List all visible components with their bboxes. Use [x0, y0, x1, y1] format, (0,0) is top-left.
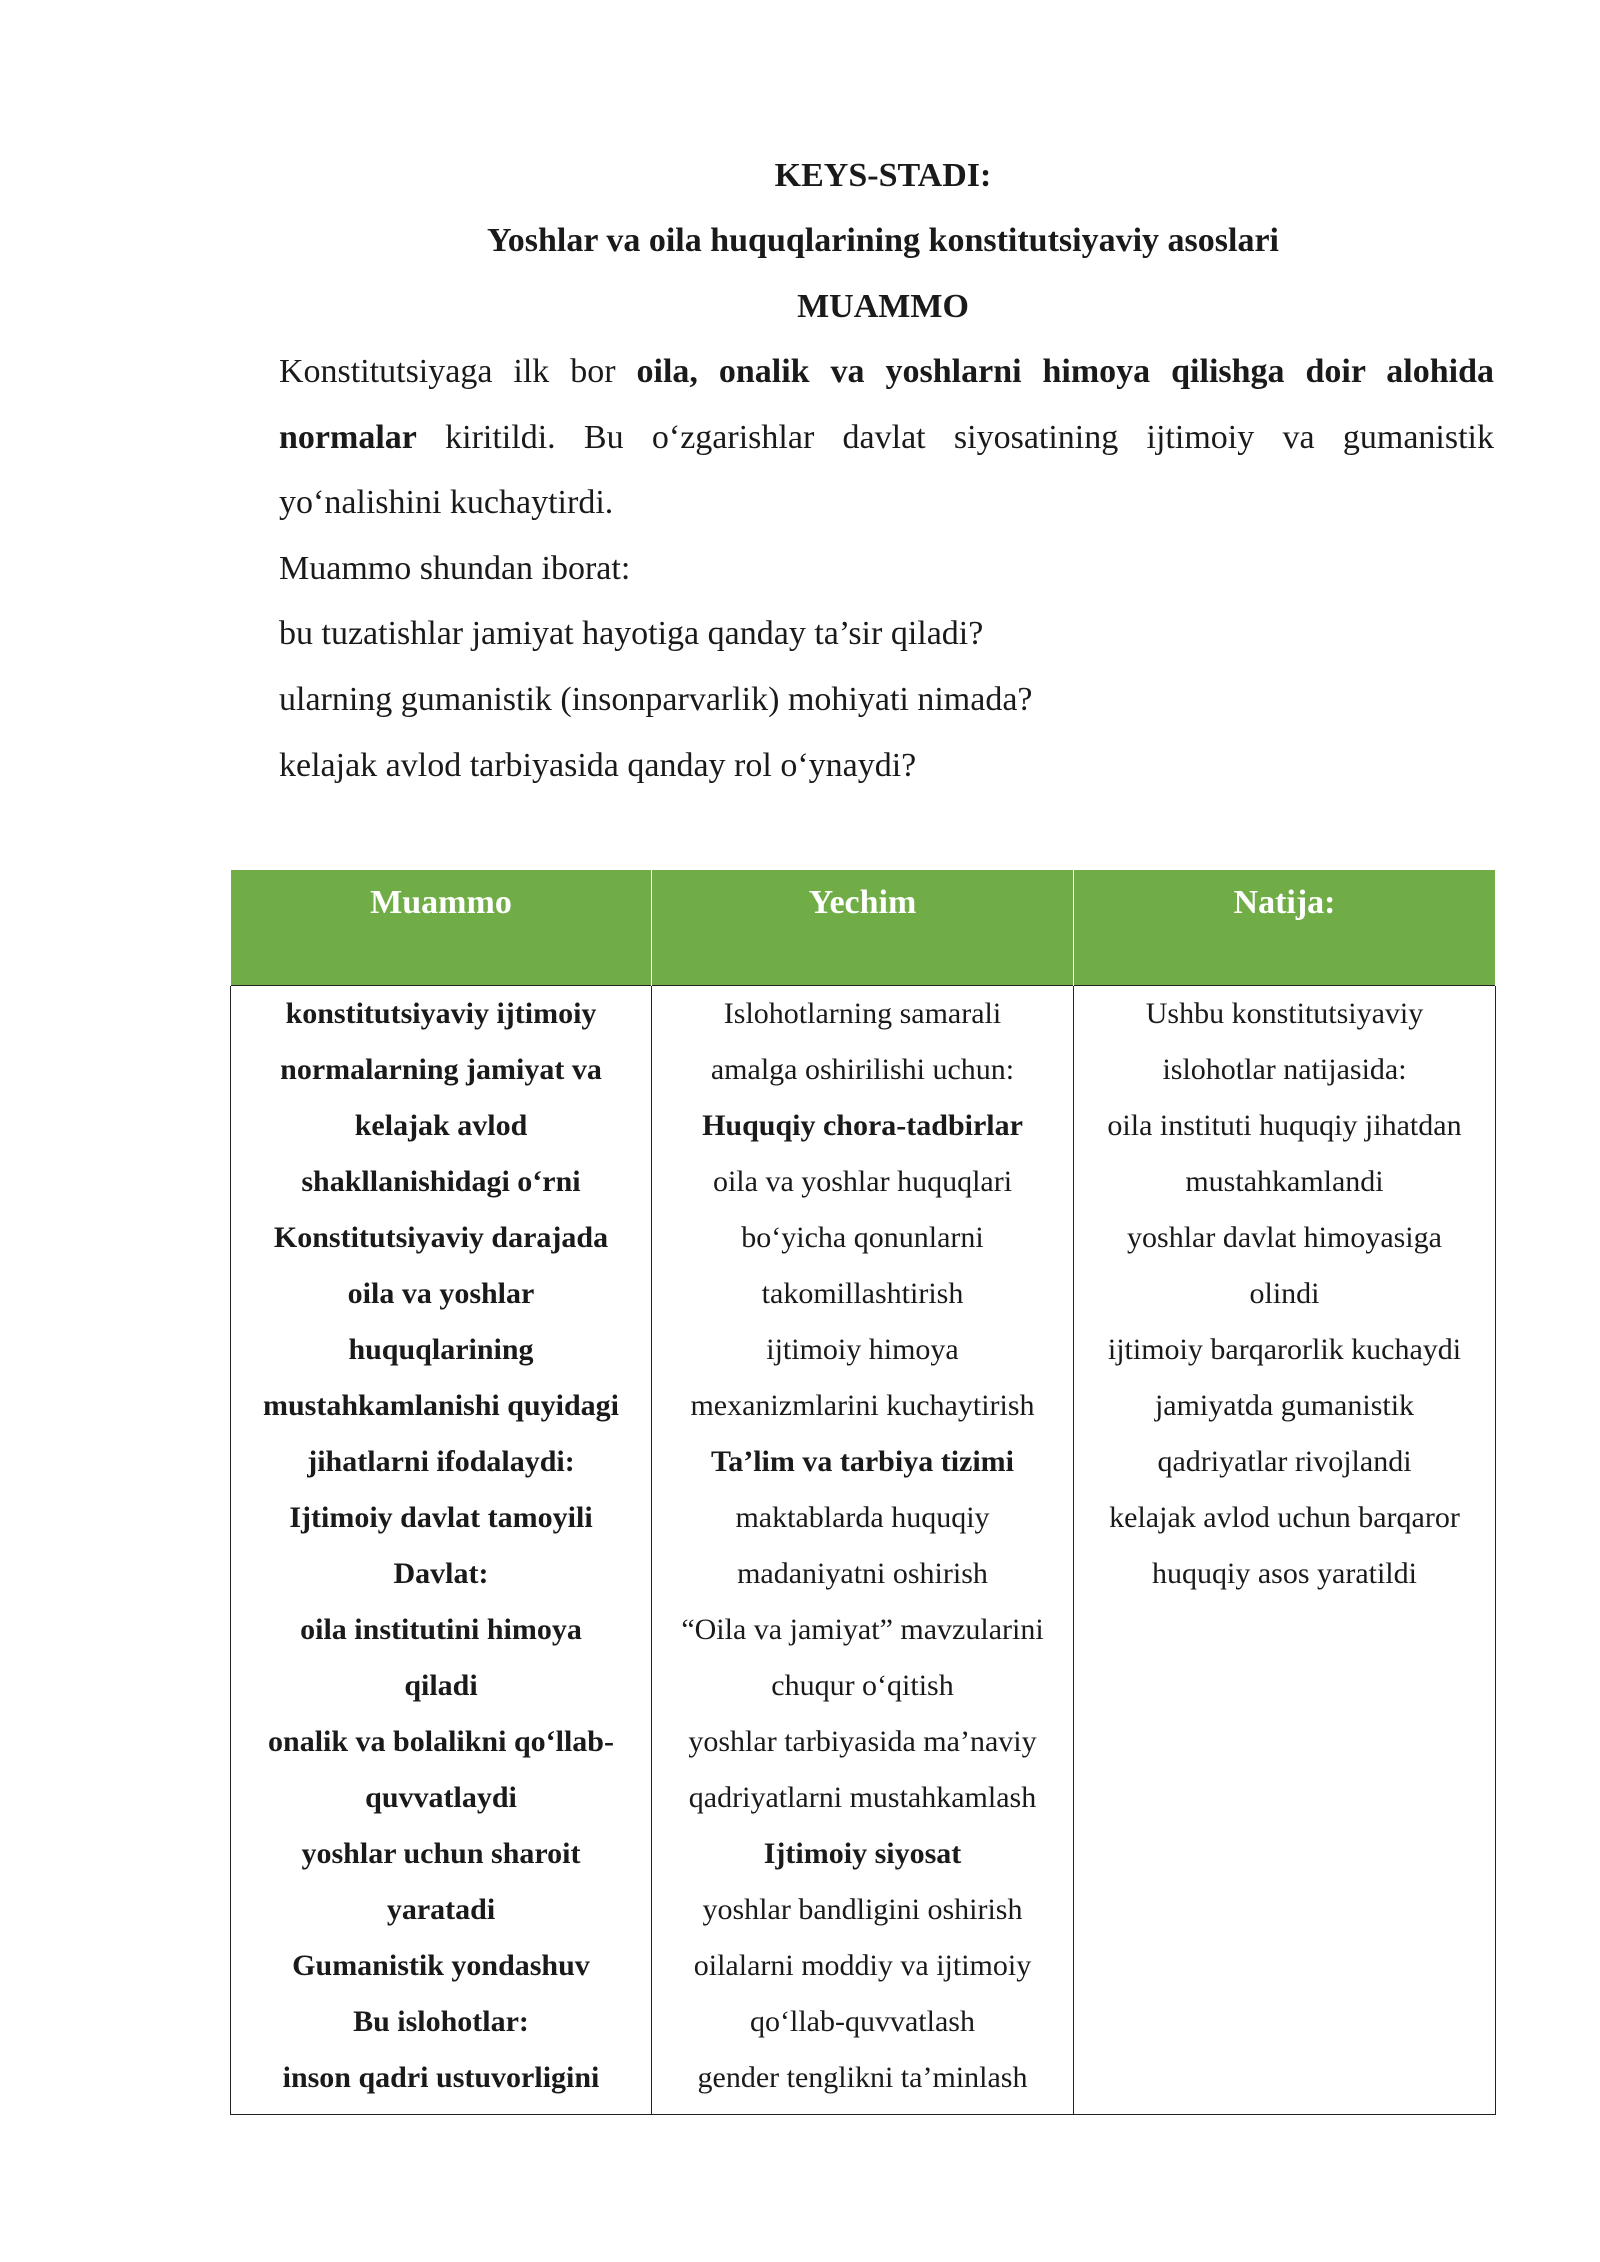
muammo-line: konstitutsiyaviy ijtimoiy: [285, 997, 597, 1030]
yechim-line: mexanizmlarini kuchaytirish: [690, 1389, 1035, 1422]
natija-line: huquqiy asos yaratildi: [1152, 1557, 1417, 1590]
natija-cell: [1074, 986, 1496, 2115]
muammo-line: shakllanishidagi o‘rni: [301, 1165, 581, 1198]
natija-line: olindi: [1249, 1277, 1320, 1310]
muammo-line: oila institutini himoya: [300, 1613, 582, 1646]
yechim-line: yoshlar tarbiyasida ma’naviy: [688, 1725, 1037, 1758]
muammo-line: mustahkamlanishi quyidagi: [263, 1389, 619, 1422]
yechim-line: qadriyatlarni mustahkamlash: [688, 1781, 1037, 1814]
natija-line: qadriyatlar rivojlandi: [1157, 1445, 1412, 1478]
muammo-line: onalik va bolalikni qo‘llab-: [268, 1725, 614, 1758]
muammo-line: inson qadri ustuvorligini: [282, 2061, 600, 2094]
table-row: [231, 986, 1496, 2115]
question-2: ularning gumanistik (insonparvarlik) mohiyati nimada?: [279, 680, 1033, 718]
yechim-line: gender tenglikni ta’minlash: [697, 2061, 1028, 2094]
header-natija: Natija:: [1074, 870, 1496, 986]
muammo-line: Davlat:: [393, 1557, 489, 1590]
question-3: kelajak avlod tarbiyasida qanday rol o‘ynaydi?: [279, 746, 917, 784]
muammo-line: Konstitutsiyaviy darajada: [273, 1221, 609, 1254]
natija-line: islohotlar natijasida:: [1162, 1053, 1407, 1086]
muammo-line: oila va yoshlar: [347, 1277, 535, 1310]
lead-line: Muammo shundan iborat:: [279, 549, 631, 587]
yechim-line: “Oila va jamiyat” mavzularini: [681, 1613, 1044, 1646]
muammo-line: yaratadi: [386, 1893, 496, 1926]
muammo-line: normalarning jamiyat va: [280, 1053, 602, 1086]
yechim-line: maktablarda huquqiy: [735, 1501, 990, 1534]
yechim-line: bo‘yicha qonunlarni: [741, 1221, 984, 1254]
intro-paragraph: [279, 339, 1494, 536]
yechim-cell: [652, 986, 1074, 2115]
muammo-line: quvvatlaydi: [365, 1781, 517, 1814]
muammo-line: yoshlar uchun sharoit: [301, 1837, 581, 1870]
natija-line: ijtimoiy barqarorlik kuchaydi: [1107, 1333, 1462, 1366]
doc-subtitle: Yoshlar va oila huquqlarining konstitutsiyaviy asoslari: [487, 222, 1279, 259]
natija-line: yoshlar davlat himoyasiga: [1127, 1221, 1442, 1254]
intro-bold: oila, onalik va yoshlarni himoya qilishga doir alohida normalar: [279, 353, 1494, 456]
header-muammo: Muammo: [231, 870, 652, 986]
muammo-line: jihatlarni ifodalaydi:: [307, 1445, 575, 1478]
yechim-line: oila va yoshlar huquqlari: [712, 1165, 1013, 1198]
yechim-subheading: Ijtimoiy siyosat: [763, 1837, 962, 1870]
muammo-line: huquqlarining: [348, 1333, 534, 1366]
section-heading: MUAMMO: [797, 288, 969, 325]
muammo-line: Ijtimoiy davlat tamoyili: [289, 1501, 593, 1534]
muammo-line: Bu islohotlar:: [353, 2005, 529, 2038]
natija-line: mustahkamlandi: [1185, 1165, 1384, 1198]
intro-part1: Konstitutsiyaga ilk bor: [279, 353, 637, 390]
yechim-subheading: Huquqiy chora-tadbirlar: [702, 1109, 1023, 1142]
muammo-line: qiladi: [404, 1669, 478, 1702]
muammo-line: Gumanistik yondashuv: [292, 1949, 590, 1982]
yechim-line: takomillashtirish: [761, 1277, 964, 1310]
muammo-line: kelajak avlod: [354, 1109, 528, 1142]
yechim-line: yoshlar bandligini oshirish: [702, 1893, 1023, 1926]
body-text: [279, 339, 1494, 798]
natija-line: jamiyatda gumanistik: [1154, 1389, 1415, 1422]
case-study-table: [230, 870, 1496, 2115]
yechim-line: ijtimoiy himoya: [766, 1333, 959, 1366]
natija-line: kelajak avlod uchun barqaror: [1109, 1501, 1460, 1534]
yechim-line: chuqur o‘qitish: [771, 1669, 954, 1702]
header-yechim: Yechim: [652, 870, 1074, 986]
natija-line: oila instituti huquqiy jihatdan: [1107, 1109, 1462, 1142]
doc-title: KEYS-STADI:: [774, 157, 992, 194]
yechim-line: Islohotlarning samarali: [723, 997, 1002, 1030]
muammo-cell: [231, 986, 652, 2115]
yechim-line: madaniyatni oshirish: [737, 1557, 988, 1590]
yechim-line: qo‘llab-quvvatlash: [750, 2005, 975, 2038]
table-header-row: [231, 870, 1496, 986]
intro-part2: kiritildi. Bu o‘zgarishlar davlat siyosatining ijtimoiy va gumanistik yo‘nalishini kuchaytirdi.: [279, 418, 1494, 522]
question-1: bu tuzatishlar jamiyat hayotiga qanday ta’sir qiladi?: [279, 615, 984, 653]
natija-line: Ushbu konstitutsiyaviy: [1145, 997, 1424, 1030]
yechim-subheading: Ta’lim va tarbiya tizimi: [710, 1445, 1015, 1478]
yechim-line: amalga oshirilishi uchun:: [710, 1053, 1015, 1086]
yechim-line: oilalarni moddiy va ijtimoiy: [693, 1949, 1032, 1982]
